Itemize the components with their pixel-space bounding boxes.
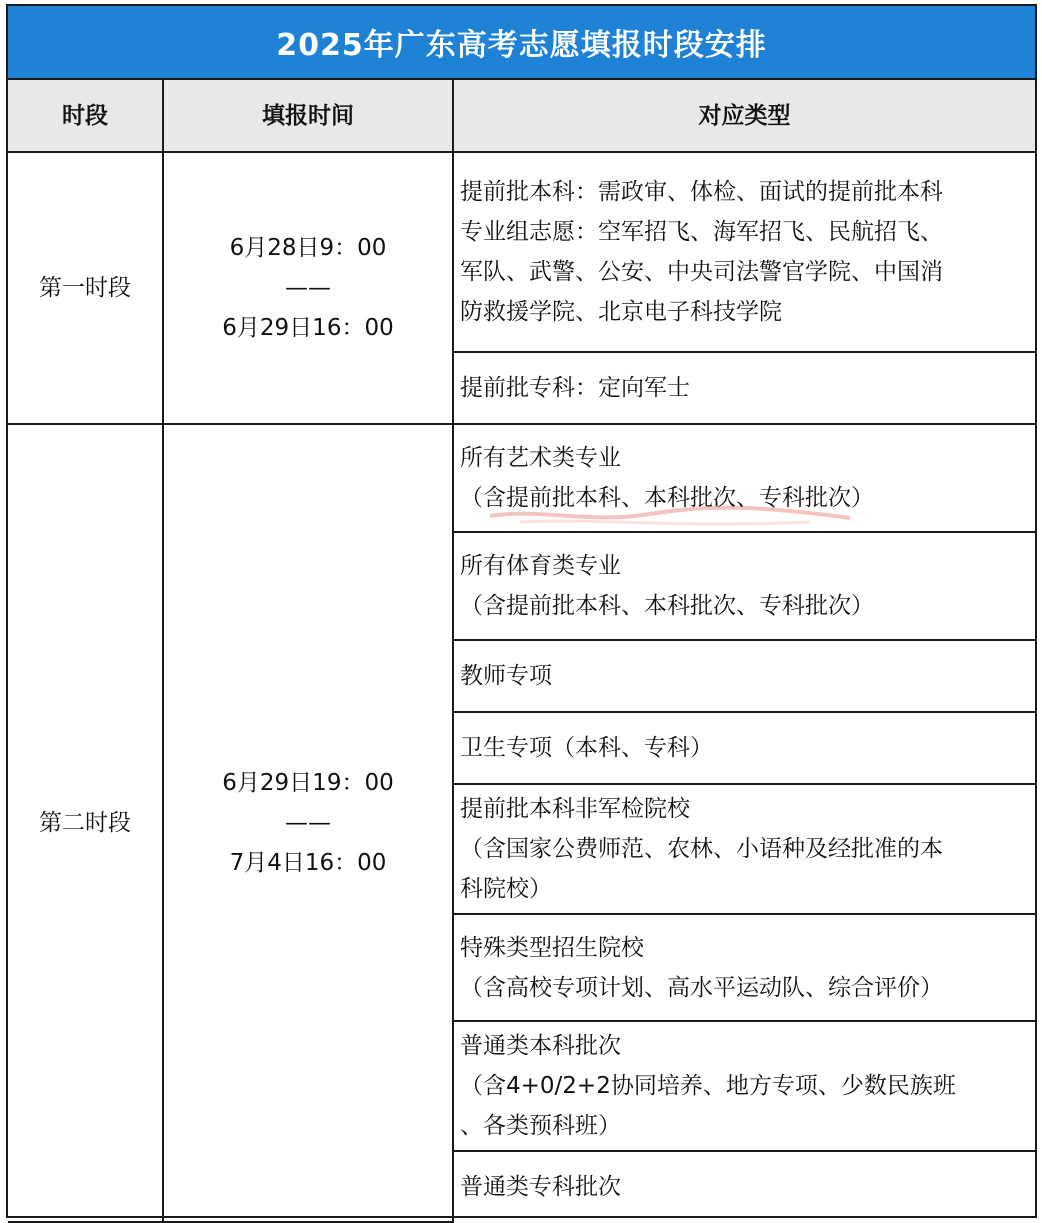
type-line: 提前批本科非军检院校 [460,796,690,822]
type-line: 普通类本科批次 [460,1033,621,1059]
type-line: （含提前批本科、本科批次、专科批次） [460,593,874,619]
header-row [8,80,1035,152]
type-line: 教师专项 [460,663,552,689]
header-time: 填报时间 [163,80,453,152]
type-line: 专业组志愿：空军招飞、海军招飞、民航招飞、 [460,219,943,245]
header-type: 对应类型 [453,80,1035,152]
period-cell: 第一时段 [8,152,163,424]
type-line: 、各类预科班） [460,1113,621,1139]
table-row [8,424,1035,532]
type-cell [453,712,1035,784]
type-cell [453,1151,1035,1222]
type-line: 科院校） [460,876,552,902]
type-cell [453,152,1035,352]
time-cell [163,152,453,424]
type-line: 所有艺术类专业 [460,445,621,471]
page-title: 2025年广东高考志愿填报时段安排 [8,6,1035,80]
header-period: 时段 [8,80,163,152]
schedule-table [8,80,1035,1223]
type-cell [453,640,1035,712]
schedule-sheet [6,4,1037,1218]
time-separator: —— [285,275,331,301]
type-line: （含国家公费师范、农林、小语种及经批准的本 [460,836,943,862]
type-line: （含高校专项计划、高水平运动队、综合评价） [460,974,943,1001]
time-start: 6月28日9：00 [229,235,387,261]
type-line: 提前批专科：定向军士 [460,375,690,401]
table-row [8,152,1035,352]
time-end: 7月4日16：00 [229,850,387,876]
type-line: （含提前批本科、本科批次、专科批次） [460,485,874,511]
time-cell [163,424,453,1222]
type-line: 所有体育类专业 [460,553,621,579]
type-cell [453,914,1035,1021]
type-cell [453,1021,1035,1151]
type-line: （含4+0/2+2协同培养、地方专项、少数民族班 [460,1073,956,1099]
type-line: 特殊类型招生院校 [460,934,644,961]
type-cell [453,784,1035,914]
time-separator: —— [285,810,331,836]
type-line: 防救援学院、北京电子科技学院 [460,299,782,325]
time-end: 6月29日16：00 [222,315,394,341]
type-line: 卫生专项（本科、专科） [460,735,713,761]
type-cell [453,352,1035,424]
type-cell [453,424,1035,532]
type-cell [453,532,1035,640]
type-line: 提前批本科：需政审、体检、面试的提前批本科 [460,179,943,205]
time-start: 6月29日19：00 [222,770,394,796]
period-cell: 第二时段 [8,424,163,1222]
type-line: 军队、武警、公安、中央司法警官学院、中国消 [460,259,943,285]
type-line: 普通类专科批次 [460,1174,621,1200]
